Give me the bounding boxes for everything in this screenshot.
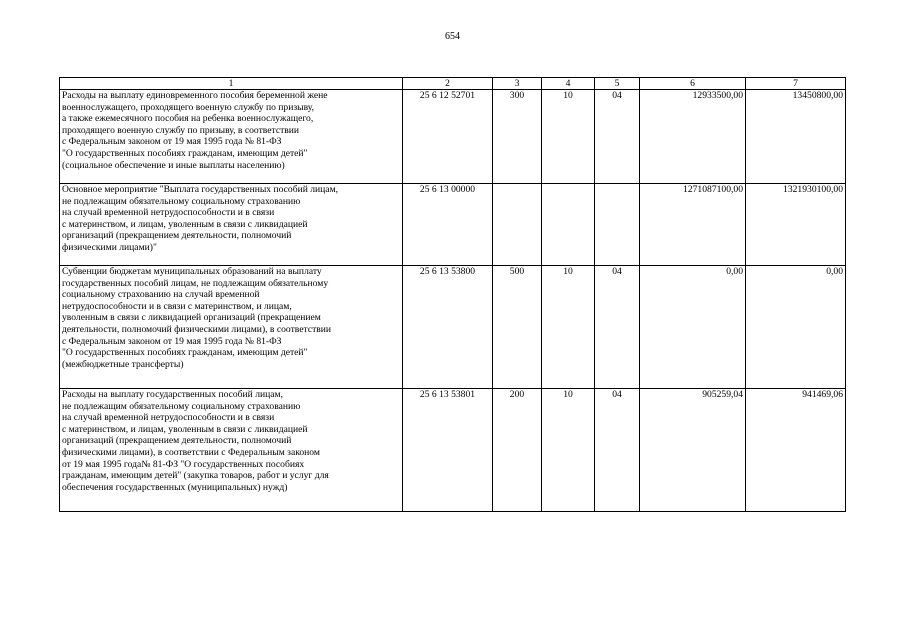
row-section: 10 (542, 90, 595, 184)
table-row (60, 90, 846, 184)
row-subsection: 04 (595, 389, 640, 512)
row-name: Субвенции бюджетам муниципальных образований на выплату государственных пособий лицам, не подлежащим обязательному социальному страхованию на случай временной нетрудоспособности и в связи с материнством, и лицам, уволенным в связи с ликвидацией организаций (прекращением деятельности, полномочий физическими лицами), в соответствии с Федеральным законом от 19 мая 1995 года № 81-ФЗ "О государственных пособиях гражданам, имеющим детей" (межбюджетные трансферты) (60, 266, 403, 389)
row-amount-col6: 1271087100,00 (640, 184, 746, 266)
row-name: Расходы на выплату государственных пособий лицам, не подлежащим обязательному социальному страхованию на случай временной нетрудоспособности и в связи с материнством, и лицам, уволенным в связи с ликвидацией организаций (прекращением деятельности, полномочий физическими лицами), в соответствии с Федеральным законом от 19 мая 1995 года№ 81-ФЗ "О государственных пособиях гражданам, имеющим детей" (закупка товаров, работ и услуг для обеспечения государственных (муниципальных) нужд) (60, 389, 403, 512)
row-target-code: 25 6 12 52701 (403, 90, 493, 184)
row-expense-type: 500 (493, 266, 542, 389)
row-name: Основное мероприятие "Выплата государственных пособий лицам, не подлежащим обязательному социальному страхованию на случай временной нетрудоспособности и в связи с материнством, и лицам, уволенным в связи с ликвидацией организаций (прекращением деятельности, полномочий физическими лицами)" (60, 184, 403, 266)
header-col-1: 1 (60, 78, 403, 90)
row-amount-col7: 1321930100,00 (746, 184, 846, 266)
row-name: Расходы на выплату единовременного пособия беременной жене военнослужащего, проходящего военную службу по призыву, а также ежемесячного пособия на ребенка военнослужащего, проходящего военную службу по призыву, в соответствии с Федеральным законом от 19 мая 1995 года № 81-ФЗ "О государственных пособиях гражданам, имеющим детей" (социальное обеспечение и иные выплаты населению) (60, 90, 403, 184)
table-row (60, 266, 846, 389)
row-amount-col6: 0,00 (640, 266, 746, 389)
row-target-code: 25 6 13 00000 (403, 184, 493, 266)
row-section: 10 (542, 266, 595, 389)
row-expense-type: 200 (493, 389, 542, 512)
header-col-3: 3 (493, 78, 542, 90)
row-expense-type: 300 (493, 90, 542, 184)
header-col-6: 6 (640, 78, 746, 90)
row-amount-col7: 0,00 (746, 266, 846, 389)
row-section: 10 (542, 389, 595, 512)
row-target-code: 25 6 13 53801 (403, 389, 493, 512)
header-row (60, 78, 846, 90)
row-amount-col7: 13450800,00 (746, 90, 846, 184)
row-subsection: 04 (595, 90, 640, 184)
table-row (60, 389, 846, 512)
row-subsection (595, 184, 640, 266)
header-col-7: 7 (746, 78, 846, 90)
row-amount-col7: 941469,06 (746, 389, 846, 512)
row-expense-type (493, 184, 542, 266)
row-section (542, 184, 595, 266)
row-amount-col6: 12933500,00 (640, 90, 746, 184)
page-number: 654 (445, 31, 460, 42)
row-amount-col6: 905259,04 (640, 389, 746, 512)
header-col-2: 2 (403, 78, 493, 90)
header-col-4: 4 (542, 78, 595, 90)
row-target-code: 25 6 13 53800 (403, 266, 493, 389)
header-col-5: 5 (595, 78, 640, 90)
row-subsection: 04 (595, 266, 640, 389)
budget-table (59, 77, 846, 512)
table-row (60, 184, 846, 266)
